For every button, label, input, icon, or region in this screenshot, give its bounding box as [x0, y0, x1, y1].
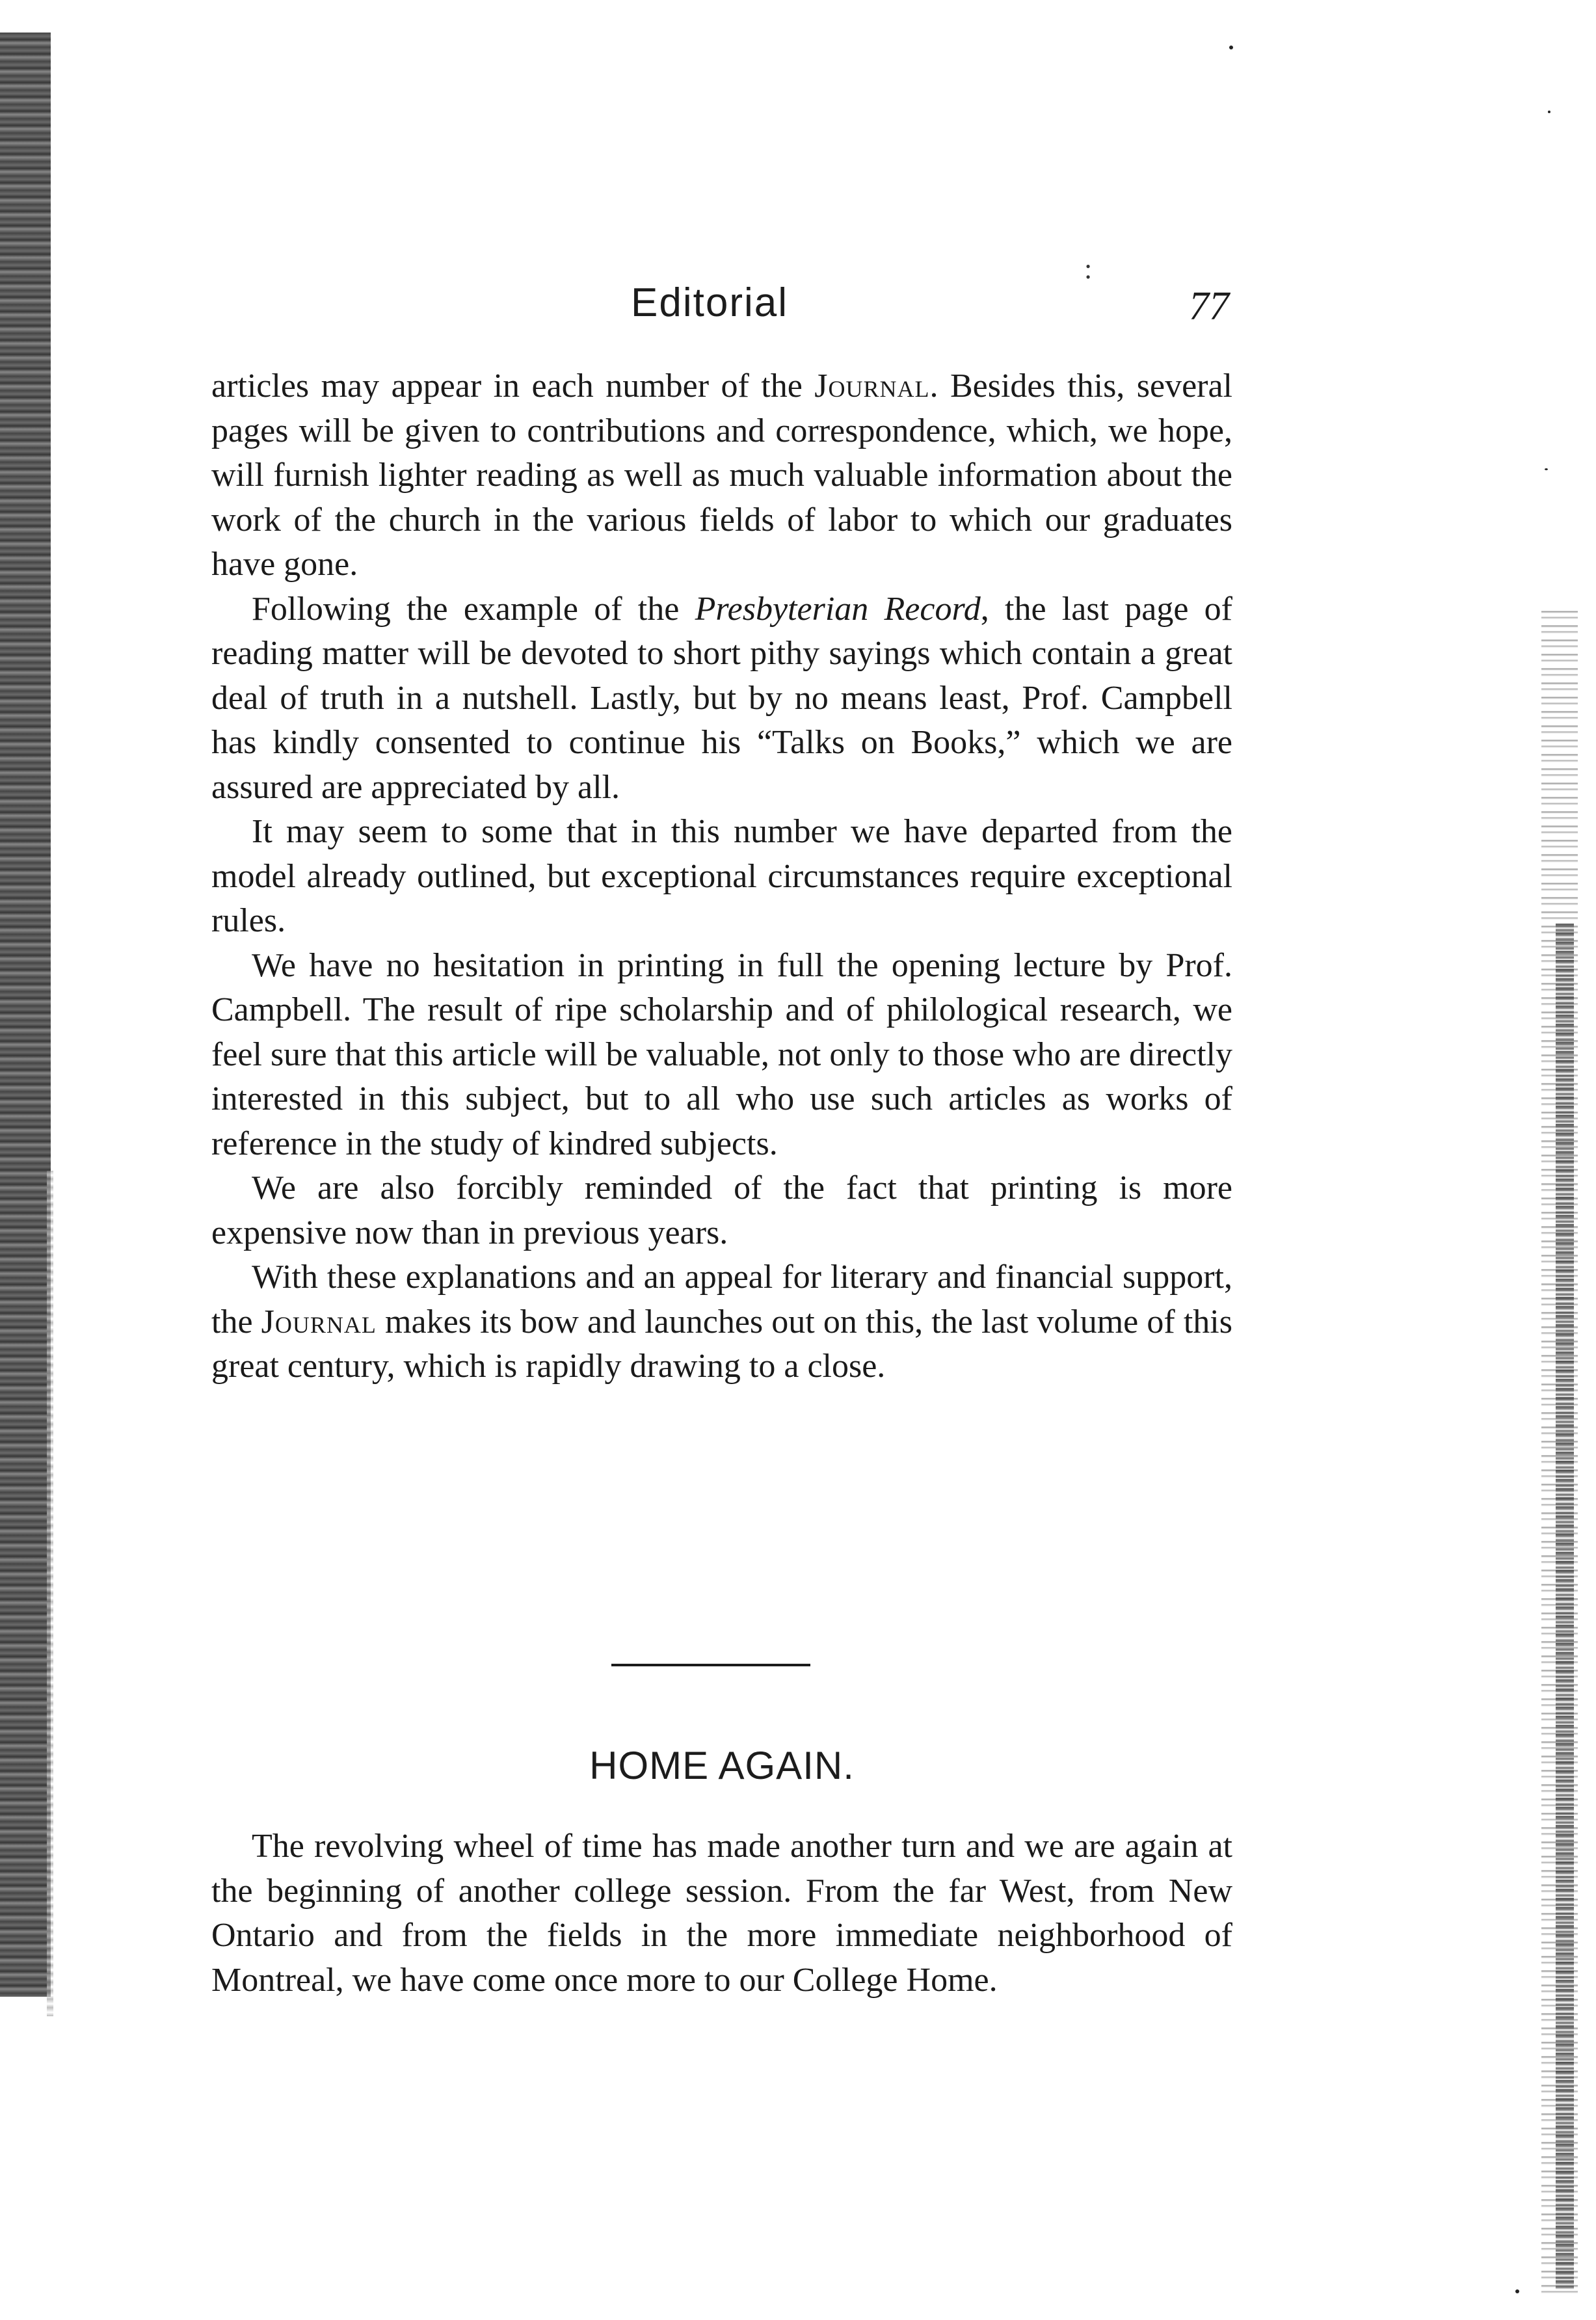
paragraph: [211, 1255, 1232, 1389]
text-run: Following the example of the: [252, 590, 695, 628]
scan-speck: [1545, 468, 1548, 470]
text-run: , the last page of reading matter will be devoted to short pithy sayings which contain a great deal of truth in a nutshell. Lastly, but by no means least, Prof. Campbell has kindly consented to continue his “Talks on Books,” which we are assured are appreciated by all.: [211, 590, 1232, 806]
paragraph: [211, 364, 1232, 587]
running-head: [208, 280, 1229, 345]
page-number: 77: [1189, 284, 1229, 328]
section-divider: [611, 1664, 810, 1666]
scan-right-edge-dense: [1556, 924, 1574, 2289]
running-title: Editorial: [631, 280, 788, 325]
text-run: makes its bow and launches out on this, the last volume of this great century, which is rapidly drawing to a close.: [211, 1303, 1232, 1385]
scan-speck: [1229, 46, 1233, 49]
journal-name: Journal: [261, 1303, 377, 1340]
publication-title: Presbyterian Record: [695, 590, 981, 628]
scan-left-edge-fade: [47, 1171, 53, 2016]
home-again-body: [211, 1824, 1232, 2003]
paragraph: We have no hesitation in printing in full the opening lecture by Prof. Campbell. The result of ripe scholarship and of philological research, we feel sure that this article will be valuable, not only to those who are directly interested in this subject, but to all who use such articles as works of reference in the study of kindred subjects.: [211, 946, 1232, 1162]
paragraph: The revolving wheel of time has made another turn and we are again at the beginning of another college session. From the far West, from New Ontario and from the fields in the more immediate neighborhood of Montreal, we have come once more to our College Home.: [211, 1828, 1232, 1999]
text-run: . Besides this, several pages will be given to contributions and correspondence, which, we hope, will furnish lighter reading as well as much valuable information about the work of the church in the various fields of labor to which our graduates have gone.: [211, 367, 1233, 583]
paragraph: It may seem to some that in this number we have departed from the model already outlined, but exceptional circumstances require exceptional rules.: [211, 813, 1232, 939]
scan-speck: [1515, 2289, 1519, 2293]
paragraph: [211, 587, 1232, 810]
editorial-body: [211, 364, 1232, 1389]
journal-name: Journal: [814, 367, 930, 405]
text-run: With these explanations and an appeal for literary and financial support, the: [211, 1259, 1232, 1340]
section-heading: HOME AGAIN.: [589, 1744, 855, 1787]
margin-mark: :: [1084, 253, 1093, 285]
paragraph: We are also forcibly reminded of the fact that printing is more expensive now than in previous years.: [211, 1169, 1232, 1251]
scan-left-edge: [0, 33, 51, 1997]
text-run: articles may appear in each number of the: [211, 367, 815, 405]
scan-speck: [1548, 111, 1550, 113]
